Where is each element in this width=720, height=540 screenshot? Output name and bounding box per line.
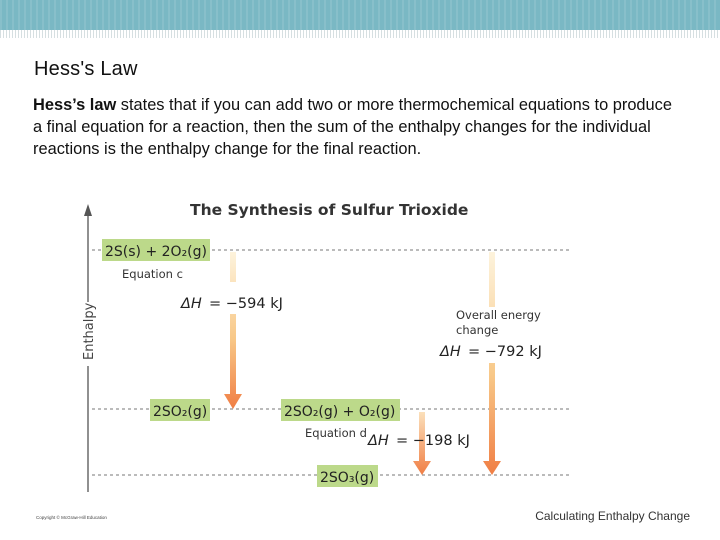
body-definition: states that if you can add two or more thermochemical equations to produce a final equation for a reaction, then the sum of the enthalpy changes for the individual reactions is the enthalpy change for the final reaction. bbox=[33, 96, 672, 158]
level-label-middle-right: 2SO₂(g) + O₂(g) bbox=[284, 404, 396, 420]
equation-c-dh-value: = −594 kJ bbox=[209, 296, 283, 312]
equation-c-dh-symbol: ΔH bbox=[181, 296, 202, 312]
copyright-notice: Copyright © McGraw-Hill Education bbox=[36, 515, 107, 520]
equation-d-label: Equation d bbox=[305, 426, 367, 440]
footer-caption: Calculating Enthalpy Change bbox=[535, 509, 690, 523]
body-term: Hess’s law bbox=[33, 96, 117, 114]
level-label-top: 2S(s) + 2O₂(g) bbox=[105, 244, 207, 260]
overall-dh-symbol: ΔH bbox=[440, 344, 461, 360]
level-label-bottom: 2SO₃(g) bbox=[320, 470, 375, 486]
equation-d-dh-value: = −198 kJ bbox=[396, 433, 470, 449]
overall-label-line2: change bbox=[456, 323, 499, 337]
slide-title: Hess's Law bbox=[34, 58, 138, 80]
arrow-equation-c-icon bbox=[224, 252, 242, 409]
overall-label-line1: Overall energy bbox=[456, 308, 541, 322]
arrow-overall-icon bbox=[483, 252, 501, 475]
diagram-title: The Synthesis of Sulfur Trioxide bbox=[190, 201, 469, 219]
axis-arrowhead-icon bbox=[84, 204, 92, 216]
y-axis-label: Enthalpy bbox=[82, 302, 97, 360]
overall-dh-value: = −792 kJ bbox=[468, 344, 542, 360]
level-label-middle-left: 2SO₂(g) bbox=[153, 404, 208, 420]
equation-d-dh-symbol: ΔH bbox=[368, 433, 389, 449]
equation-c-label: Equation c bbox=[122, 267, 183, 281]
